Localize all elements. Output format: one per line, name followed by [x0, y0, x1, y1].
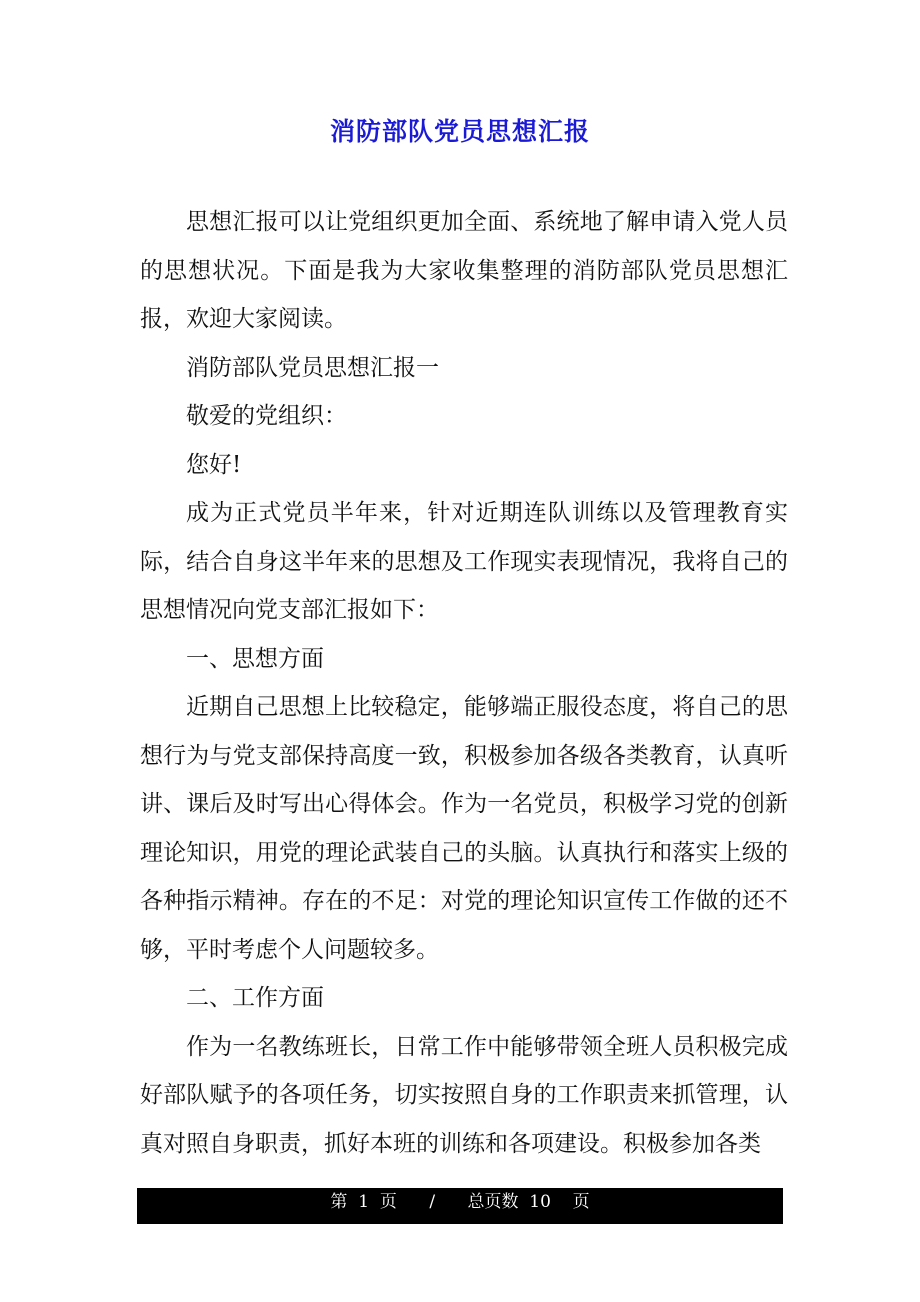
- section-heading-report-one: 消防部队党员思想汇报一: [186, 354, 439, 381]
- footer-total-suffix: 页: [572, 1192, 590, 1212]
- page-footer: [137, 1188, 783, 1224]
- footer-page-suffix: 页: [379, 1192, 397, 1212]
- footer-total-label: 总页数: [467, 1192, 519, 1212]
- work-paragraph: 作为一名教练班长，日常工作中能够带领全班人员积极完成好部队赋予的各项任务，切实按照自身的工作职责来抓管理，认真对照自身职责，抓好本班的训练和各项建设。积极参加各类: [140, 1033, 788, 1157]
- footer-total-pages: 10: [529, 1192, 551, 1212]
- greeting: 您好!: [186, 451, 242, 478]
- section-heading-work: 二、工作方面: [186, 985, 324, 1011]
- intro-paragraph: 思想汇报可以让党组织更加全面、系统地了解申请入党人员的思想状况。下面是我为大家收集整理的消防部队党员思想汇报，欢迎大家阅读。: [140, 209, 788, 332]
- document-title: 消防部队党员思想汇报: [329, 117, 590, 146]
- thought-paragraph: 近期自己思想上比较稳定，能够端正服役态度，将自己的思想行为与党支部保持高度一致，积极参加各级各类教育，认真听讲、课后及时写出心得体会。作为一名党员，积极学习党的创新理论知识，用党的理论武装自己的头脑。认真执行和落实上级的各种指示精神。存在的不足：对党的理论知识宣传工作做的还不够，平时考虑个人问题较多。: [140, 694, 788, 963]
- opening-paragraph: 成为正式党员半年来，针对近期连队训练以及管理教育实际，结合自身这半年来的思想及工作现实表现情况，我将自己的思想情况向党支部汇报如下：: [140, 500, 788, 623]
- document-body: [140, 198, 788, 1168]
- section-heading-thought: 一、思想方面: [186, 645, 324, 672]
- footer-current-page: 1: [358, 1192, 370, 1212]
- footer-separator: /: [429, 1192, 436, 1212]
- salutation: 敬爱的党组织：: [186, 403, 347, 429]
- footer-page-prefix: 第: [330, 1192, 348, 1212]
